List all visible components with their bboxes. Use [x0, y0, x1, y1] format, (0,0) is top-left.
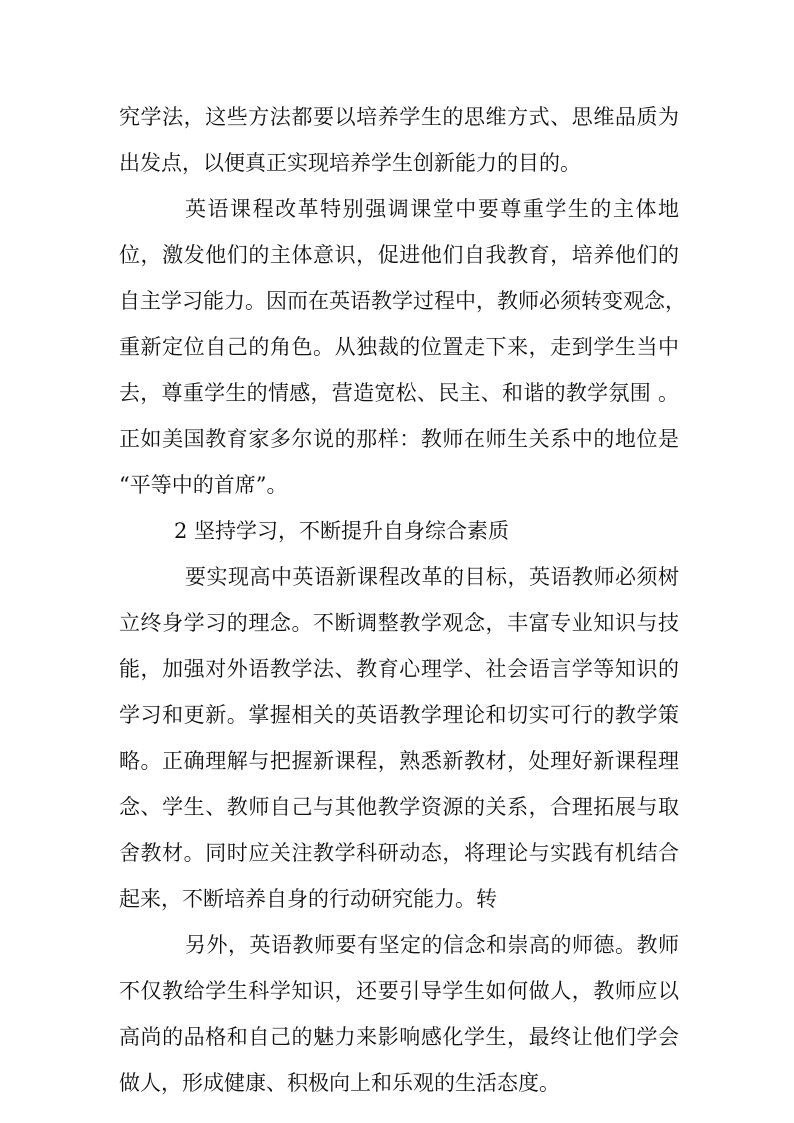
- text-line: 做人，形成健康、积极向上和乐观的生活态度。: [119, 1071, 560, 1095]
- text-line: 究学法，这些方法都要以培养学生的思维方式、思维品质为: [119, 105, 679, 129]
- text-line: 另外，英语教师要有坚定的信念和崇高的师德。教师: [185, 933, 679, 957]
- paragraph: [119, 186, 686, 508]
- paragraph: [119, 922, 679, 1106]
- section-heading: [119, 508, 679, 554]
- text-line: 去，尊重学生的情感，营造宽松、民主、和谐的教学氛围 。: [119, 381, 679, 405]
- text-line: 起来，不断培养自身的行动研究能力。转: [119, 887, 497, 911]
- text-line: 高尚的品格和自己的魅力来影响感化学生，最终让他们学会: [119, 1025, 679, 1049]
- text-line: 不仅教给学生科学知识，还要引导学生如何做人，教师应以: [119, 979, 679, 1003]
- text-line: 英语课程改革特别强调课堂中要尊重学生的主体地: [185, 197, 679, 221]
- heading-text: 2 坚持学习，不断提升自身综合素质: [174, 519, 510, 543]
- text-line: 略。正确理解与把握新课程，熟悉新教材，处理好新课程理: [119, 749, 679, 773]
- text-line: 位，激发他们的主体意识，促进他们自我教育，培养他们的: [119, 243, 679, 267]
- text-line: 能，加强对外语教学法、教育心理学、社会语言学等知识的: [119, 657, 679, 681]
- text-line: 立终身学习的理念。不断调整教学观念，丰富专业知识与技: [119, 611, 679, 635]
- text-line: 自主学习能力。因而在英语教学过程中，教师必须转变观念，: [119, 289, 686, 313]
- text-line: 重新定位自己的角色。从独裁的位置走下来，走到学生当中: [119, 335, 679, 359]
- text-line: “平等中的首席”。: [119, 473, 288, 497]
- text-line: 舍教材。同时应关注教学科研动态，将理论与实践有机结合: [119, 841, 679, 865]
- text-line: 出发点，以便真正实现培养学生创新能力的目的。: [119, 151, 581, 175]
- text-line: 要实现高中英语新课程改革的目标，英语教师必须树: [185, 565, 679, 589]
- paragraph: [119, 94, 679, 186]
- text-line: 学习和更新。掌握相关的英语教学理论和切实可行的教学策: [119, 703, 679, 727]
- text-line: 念、学生、教师自己与其他教学资源的关系，合理拓展与取: [119, 795, 679, 819]
- body-text: [119, 94, 686, 1106]
- text-line: 正如美国教育家多尔说的那样：教师在师生关系中的地位是: [119, 427, 679, 451]
- paragraph: [119, 554, 679, 922]
